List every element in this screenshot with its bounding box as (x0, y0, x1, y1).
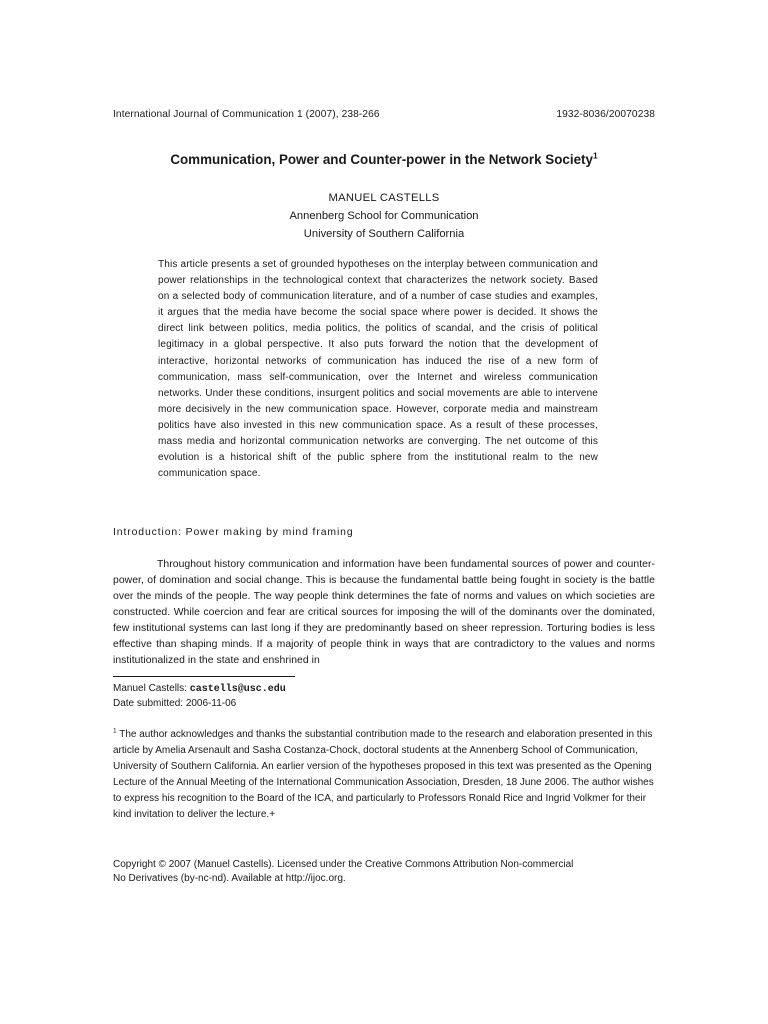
contact-label: Manuel Castells: (113, 683, 187, 694)
contact-line (113, 682, 286, 697)
issn-number: 1932-8036/20070238 (556, 109, 655, 120)
footnote-marker: 1 (113, 727, 117, 735)
section-heading-introduction: Introduction: Power making by mind framing (113, 527, 354, 538)
copyright-line-1: Copyright © 2007 (Manuel Castells). Licensed under the Creative Commons Attribution Non-commercial (113, 859, 574, 870)
copyright-notice (113, 858, 658, 885)
running-header (113, 108, 655, 122)
abstract-paragraph: This article presents a set of grounded hypotheses on the interplay between communication and power relationships in the technological context that characterizes the network society. Based on a selected body of communication literature, and of a number of case studies and examples, it argues that the media have become the social space where power is decided. It shows the direct link between politics, media politics, the politics of scandal, and the crisis of political legitimacy in a global perspective. It also puts forward the notion that the development of interactive, horizontal networks of communication has induced the rise of a new form of communication, mass self-communication, over the Internet and wireless communication networks. Under these conditions, insurgent politics and social movements are able to intervene more decisively in the new communication space. However, corporate media and mainstream politics have also invested in this new communication space. As a result of these processes, mass media and horizontal communication networks are converging. The net outcome of this evolution is a historical shift of the public sphere from the institutional realm to the new communication space. (158, 259, 598, 480)
author-affiliation-school: Annenberg School for Communication (289, 210, 479, 222)
acknowledgement-footnote (113, 727, 658, 823)
date-submitted: Date submitted: 2006-11-06 (113, 697, 237, 709)
copyright-line-2: No Derivatives (by-nc-nd). Available at http://ijoc.org. (113, 872, 346, 884)
author-affiliation-university: University of Southern California (303, 228, 465, 240)
footnote-separator-rule (113, 676, 295, 677)
author-block (100, 189, 668, 243)
introduction-paragraph: Throughout history communication and information have been fundamental sources of power and counter-power, of domination and social change. This is because the fundamental battle being fought in society is the battle over the minds of the people. The way people think determines the fate of norms and values on which societies are constructed. While coercion and fear are critical sources for imposing the will of the dominants over the dominated, few institutional systems can last long if they are predominantly based on sheer repression. Torturing bodies is less effective than shaping minds. If a majority of people think in ways that are contradictory to the values and norms institutionalized in the state and enshrined in (113, 559, 655, 667)
journal-citation: International Journal of Communication 1 (2007), 238-266 (113, 109, 380, 120)
author-contact (113, 682, 286, 710)
article-title-text: Communication, Power and Counter-power in the Network Society (170, 152, 593, 167)
footnote-text: The author acknowledges and thanks the substantial contribution made to the research and elaboration presented in this article by Amelia Arsenault and Sasha Costanza-Chock, doctoral students at the Annenberg School of Communication, University of Southern California. An earlier version of the hypotheses proposed in this text was presented as the Opening Lecture of the Annual Meeting of the International Communication Association, Dresden, 18 June 2006. The author wishes to express his recognition to the Board of the ICA, and particularly to Professors Ronald Rice and Ingrid Volkmer for their kind invitation to deliver the lecture.+ (113, 729, 654, 821)
title-footnote-marker: 1 (592, 150, 598, 161)
author-name: MANUEL CASTELLS (328, 192, 440, 204)
author-email-link[interactable]: castells@usc.edu (189, 684, 286, 695)
article-title (40, 151, 728, 169)
